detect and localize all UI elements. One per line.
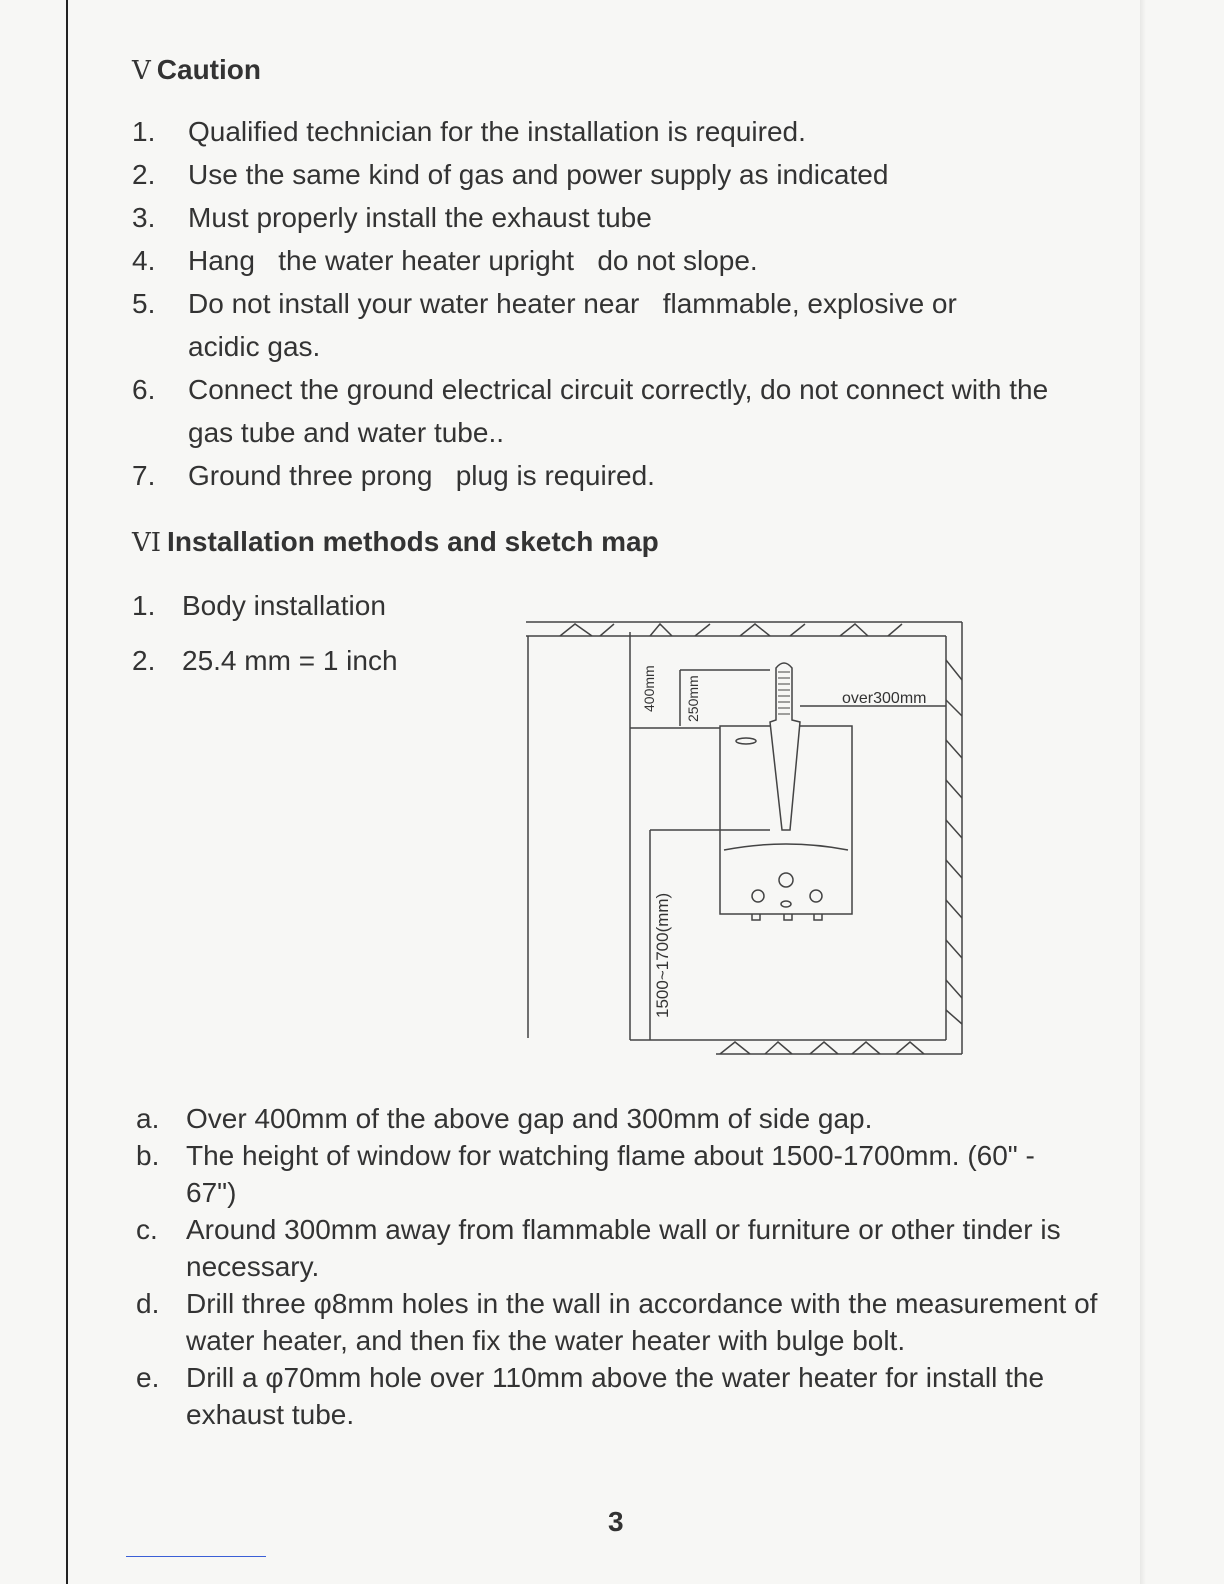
pipe-connectors <box>752 914 822 920</box>
item-number: 1. <box>132 116 156 147</box>
page-number: 3 <box>608 1506 624 1537</box>
item-text: 25.4 mm = 1 inch <box>182 645 398 676</box>
caution-roman: V <box>132 56 151 86</box>
note-letter: c. <box>136 1214 158 1245</box>
label-over300: over300mm <box>842 690 927 707</box>
ceiling-hatching <box>560 624 902 636</box>
label-height-range: 1500~1700(mm) <box>653 892 672 1018</box>
label-250mm: 250mm <box>685 675 701 722</box>
note-text: Over 400mm of the above gap and 300mm of side gap. <box>186 1103 873 1134</box>
note-text: Around 300mm away from flammable wall or furniture or other tinder is necessary. <box>186 1214 1061 1282</box>
knob-top-icon <box>779 873 793 887</box>
brand-badge <box>736 738 756 744</box>
sight-window <box>781 901 791 907</box>
item-text: Use the same kind of gas and power supply as indicated <box>188 159 889 190</box>
note-letter: d. <box>136 1288 160 1319</box>
item-number: 7. <box>132 460 156 491</box>
item-text: Qualified technician for the installation is required. <box>188 116 806 147</box>
label-400mm: 400mm <box>641 665 657 712</box>
item-text: Body installation <box>182 590 386 621</box>
knob-left-icon <box>752 890 764 902</box>
note-letter: a. <box>136 1103 160 1134</box>
note-text: Drill three φ8mm holes in the wall in accordance with the measurement of water heater, and then fix the water heater with bulge bolt. <box>186 1288 1098 1356</box>
item-number: 1. <box>132 590 156 621</box>
item-text: Connect the ground electrical circuit correctly, do not connect with the gas tube and water tube.. <box>188 374 1049 448</box>
knob-right-icon <box>810 890 822 902</box>
item-text: Hang the water heater upright do not slope. <box>188 245 758 276</box>
installation-roman: VI <box>132 528 162 558</box>
right-wall-hatching <box>946 660 962 1024</box>
control-panel-arc <box>724 844 848 850</box>
item-number: 2. <box>132 645 156 676</box>
item-number: 3. <box>132 202 156 233</box>
item-number: 6. <box>132 374 156 405</box>
note-item <box>136 1100 1116 1137</box>
floor-hatching <box>720 1042 924 1054</box>
item-text: Must properly install the exhaust tube <box>188 202 652 233</box>
installation-notes <box>136 1100 1116 1433</box>
note-item <box>136 1137 1046 1211</box>
item-number: 2. <box>132 159 156 190</box>
footer-rule <box>126 1556 266 1557</box>
item-number: 5. <box>132 288 156 319</box>
note-letter: e. <box>136 1362 160 1393</box>
caution-title: Caution <box>156 54 261 85</box>
note-letter: b. <box>136 1140 160 1171</box>
note-text: The height of window for watching flame about 1500-1700mm. (60" - 67") <box>186 1140 1035 1208</box>
installation-title: Installation methods and sketch map <box>167 526 659 557</box>
note-item <box>136 1285 1116 1359</box>
item-text: Ground three prong plug is required. <box>188 460 655 491</box>
note-item <box>136 1211 1116 1285</box>
item-text: Do not install your water heater near flammable, explosive or acidic gas. <box>188 288 965 362</box>
note-text: Drill a φ70mm hole over 110mm above the water heater for install the exhaust tube. <box>186 1362 1045 1430</box>
note-item <box>136 1359 1066 1433</box>
item-number: 4. <box>132 245 156 276</box>
exhaust-tube <box>770 663 800 830</box>
